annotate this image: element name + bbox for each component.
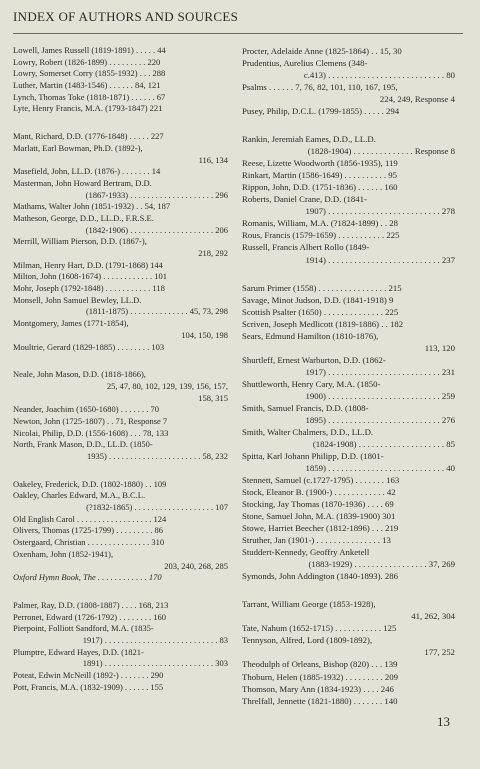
index-entry	[13, 439, 228, 462]
index-entry	[13, 201, 228, 213]
index-entry-line: Threlfall, Jennette (1821-1880) . . . . . . . 140	[242, 695, 398, 706]
index-entry	[242, 378, 455, 402]
index-entry-line: Montgomery, James (1771-1854),	[13, 318, 129, 329]
index-entry	[13, 283, 228, 295]
index-entry-line: Pusey, Philip, D.C.L. (1799-1855) . . . . . 294	[242, 106, 400, 117]
index-entry	[242, 57, 455, 81]
section-gap	[242, 582, 455, 598]
index-entry	[242, 217, 455, 229]
index-entry	[13, 57, 228, 69]
index-entry	[242, 241, 455, 265]
index-entry	[242, 157, 455, 169]
index-entry	[13, 612, 228, 624]
index-entry-line: Masterman, John Howard Bertram, D.D.	[13, 177, 152, 188]
index-entry-line: 113, 120	[424, 342, 455, 353]
index-entry	[242, 402, 455, 426]
index-entry	[13, 369, 228, 404]
index-entry-line: 224, 249, Response 4	[379, 94, 455, 105]
index-entry	[13, 572, 228, 584]
index-entry-line: Rippon, John, D.D. (1751-1836) . . . . . . 160	[242, 182, 398, 193]
index-entry-line: Rinkart, Martin (1586-1649) . . . . . . . . . . 95	[242, 170, 398, 181]
index-entry-line: 1917) . . . . . . . . . . . . . . . . . . . . . . . . . . 231	[305, 366, 455, 377]
index-entry-line: Moultrie, Gerard (1829-1885) . . . . . . . . 103	[13, 341, 165, 352]
index-entry	[242, 169, 455, 181]
index-entry-line: Shuttleworth, Henry Cary, M.A. (1850-	[242, 378, 381, 389]
index-entry	[13, 490, 228, 513]
index-entry-line: Mant, Richard, D.D. (1776-1848) . . . . . 227	[13, 131, 164, 142]
index-entry	[242, 330, 455, 354]
index-entry-line: Nicolai, Philip, D.D. (1556-1608) . . . 78, 133	[13, 427, 169, 438]
index-entry-line: Olivers, Thomas (1725-1799) . . . . . . . . . 86	[13, 525, 163, 536]
index-entry	[242, 81, 455, 105]
index-entry-line: Plumptre, Edward Hayes, D.D. (1821-	[13, 646, 144, 657]
index-entry-line: Romanis, William, M.A. (?1824-1899) . . 28	[242, 218, 399, 229]
index-entry-line: Perronet, Edward (1726-1792) . . . . . . . . 160	[13, 611, 166, 622]
index-entry	[242, 450, 455, 474]
index-entry-line: Milman, Henry Hart, D.D. (1791-1868) 144	[13, 259, 163, 270]
index-entry-line: Savage, Minot Judson, D.D. (1841-1918) 9	[242, 294, 394, 305]
index-entry-line: Rankin, Jeremiah Eames, D.D., LL.D.	[242, 134, 376, 145]
index-entry-line: Scriven, Joseph Medlicott (1819-1886) . . 182	[242, 318, 404, 329]
index-entry	[242, 45, 455, 57]
index-entry-line: Tarrant, William George (1853-1928),	[242, 599, 376, 610]
header-rule	[13, 33, 463, 34]
index-entry-line: Oakeley, Frederick, D.D. (1802-1880) . . 109	[13, 478, 167, 489]
index-entry-line: 1891) . . . . . . . . . . . . . . . . . . . . . . . . . . 303	[82, 658, 228, 669]
index-entry-line: Matheson, George, D.D., LL.D., F.R.S.E.	[13, 212, 154, 223]
index-entry	[242, 695, 455, 707]
index-entry-line: 218, 292	[198, 248, 228, 258]
index-entry	[13, 479, 228, 491]
index-entry	[13, 428, 228, 440]
index-entry-line: North, Frank Mason, D.D., LL.D. (1850-	[13, 439, 153, 450]
index-entry-line: Shurtleff, Ernest Warburton, D.D. (1862-	[242, 354, 386, 365]
index-entry-line: Masefield, John, LL.D. (1876-) . . . . . . . 14	[13, 166, 161, 177]
index-entry	[13, 537, 228, 549]
index-entry-line: Old English Carol . . . . . . . . . . . . . . . . . . 124	[13, 513, 167, 524]
index-entry-line: Spitta, Karl Johann Philipp, D.D. (1801-	[242, 450, 384, 461]
index-entry-line: (1824-1908) . . . . . . . . . . . . . . . . . . . . 85	[312, 438, 455, 449]
index-entry	[13, 342, 228, 354]
index-entry-line: Luther, Martin (1483-1546) . . . . . . 84, 121	[13, 80, 161, 91]
index-entry-line: 41, 262, 304	[411, 611, 455, 622]
index-entry-line: Mathams, Walter John (1851-1932) . . 54, 187	[13, 201, 171, 212]
index-entry	[242, 229, 455, 241]
index-entry-line: Prudentius, Aurelius Clemens (348-	[242, 58, 368, 69]
index-entry-line: Palmer, Ray, D.D. (1808-1887) . . . . 168, 213	[13, 599, 169, 610]
index-entry-line: Roberts, Daniel Crane, D.D. (1841-	[242, 194, 367, 205]
section-gap	[242, 266, 455, 282]
index-entry-line: Pott, Francis, M.A. (1832-1909) . . . . . . 155	[13, 681, 164, 692]
index-entry-line: Oxford Hymn Book, The . . . . . . . . . . . . 170	[13, 572, 162, 583]
index-entry-line: 177, 252	[424, 647, 455, 658]
index-entry-line: Stone, Samuel John, M.A. (1839-1900) 301	[242, 511, 396, 522]
index-entry	[13, 295, 228, 318]
index-entry	[13, 670, 228, 682]
index-entry-line: 1895) . . . . . . . . . . . . . . . . . . . . . . . . . . 276	[305, 414, 455, 425]
index-entry	[242, 510, 455, 522]
section-gap	[13, 463, 228, 479]
index-entry-line: Lynch, Thomas Toke (1818-1871) . . . . . . 67	[13, 91, 166, 102]
index-entry-line: 116, 134	[198, 154, 228, 165]
index-entry	[242, 282, 455, 294]
index-entry	[242, 683, 455, 695]
index-entry-line: Ostergaard, Christian . . . . . . . . . . . . . . . 310	[13, 537, 165, 548]
index-entry-line: Newton, John (1725-1807) . . 71, Response 7	[13, 415, 168, 426]
index-entry	[13, 131, 228, 143]
index-entry	[242, 133, 455, 157]
index-entry-line: 203, 240, 268, 285	[164, 560, 228, 571]
index-entry-line: (1828-1904) . . . . . . . . . . . . . . Response 8	[307, 146, 455, 157]
index-entry-line: Stock, Eleanor B. (1900-) . . . . . . . . . . . . 42	[242, 487, 396, 498]
index-entry	[13, 45, 228, 57]
index-entry	[13, 600, 228, 612]
index-entry-line: Rous, Francis (1579-1659) . . . . . . . . . . . 225	[242, 230, 400, 241]
index-entry	[13, 549, 228, 572]
index-entry	[13, 68, 228, 80]
index-entry-line: Oxenham, John (1852-1941),	[13, 548, 114, 559]
index-entry	[13, 92, 228, 104]
index-entry-line: c.413) . . . . . . . . . . . . . . . . . . . . . . . . . . . 80	[303, 70, 455, 81]
index-entry-line: Milton, John (1608-1674) . . . . . . . . . . . . 101	[13, 271, 167, 282]
index-entry-line: Neander, Joachim (1650-1680) . . . . . . . 70	[13, 404, 160, 415]
index-entry	[242, 318, 455, 330]
index-entry-line: Procter, Adelaide Anne (1825-1864) . . 15, 30	[242, 46, 402, 56]
section-gap	[13, 584, 228, 600]
index-entry-line: Struther, Jan (1901-) . . . . . . . . . . . . . . . 13	[242, 535, 391, 546]
index-entry-line: 1900) . . . . . . . . . . . . . . . . . . . . . . . . . . 259	[305, 390, 455, 401]
index-entry-line: (1842-1906) . . . . . . . . . . . . . . . . . . . . 206	[85, 224, 228, 235]
index-entry	[242, 306, 455, 318]
index-entry-line: Lowry, Somerset Corry (1855-1932) . . . 288	[13, 68, 166, 79]
index-entry	[242, 622, 455, 634]
section-gap	[13, 353, 228, 369]
index-entry-line: Tate, Nahum (1652-1715) . . . . . . . . . . . 125	[242, 623, 397, 634]
index-entry	[242, 105, 455, 117]
index-entry-line: Monsell, John Samuel Bewley, LL.D.	[13, 294, 142, 305]
index-entry	[242, 181, 455, 193]
index-entry	[242, 294, 455, 306]
index-entry	[242, 354, 455, 378]
index-entry-line: 1914) . . . . . . . . . . . . . . . . . . . . . . . . . . 237	[305, 254, 455, 265]
index-entry	[242, 474, 455, 486]
index-entry-line: Thoburn, Helen (1885-1932) . . . . . . . . . 209	[242, 671, 399, 682]
index-entry-line: Oakley, Charles Edward, M.A., B.C.L.	[13, 490, 146, 501]
index-entry-line: Pierpoint, Folliott Sandford, M.A. (1835-	[13, 623, 154, 634]
index-entry-line: Merrill, William Pierson, D.D. (1867-),	[13, 236, 147, 247]
index-entry-line: Stennett, Samuel (c.1727-1795) . . . . . . . 163	[242, 475, 400, 486]
index-entry-line: (?1832-1865) . . . . . . . . . . . . . . . . . . . 107	[86, 502, 228, 513]
index-entry-line: Lowell, James Russell (1819-1891) . . . . . 44	[13, 45, 166, 55]
index-entry	[242, 634, 455, 658]
index-entry	[13, 80, 228, 92]
index-entry-line: Studdert-Kennedy, Geoffry Anketell	[242, 547, 370, 558]
index-entry	[13, 682, 228, 694]
index-entry	[13, 271, 228, 283]
index-entry	[242, 671, 455, 683]
index-entry-line: Symonds, John Addington (1840-1893). 286	[242, 571, 399, 582]
page-title: INDEX OF AUTHORS AND SOURCES	[13, 9, 239, 24]
index-entry-line: Marlatt, Earl Bowman, Ph.D. (1892-),	[13, 142, 143, 153]
index-entry-line: Russell, Francis Albert Rollo (1849-	[242, 242, 370, 253]
index-entry	[242, 570, 455, 582]
index-entry	[13, 647, 228, 670]
index-entry-line: 1935) . . . . . . . . . . . . . . . . . . . . . . 58, 232	[87, 451, 228, 461]
index-entry	[13, 514, 228, 526]
index-entry-line: Neale, John Mason, D.D. (1818-1866),	[13, 369, 146, 380]
index-entry	[13, 178, 228, 201]
index-entry-line: 104, 150, 198	[181, 329, 228, 340]
index-entry-line: Psalms . . . . . . 7, 76, 82, 101, 110, 167, 195,	[242, 82, 398, 93]
index-entry-line: Smith, Samuel Francis, D.D. (1808-	[242, 402, 369, 413]
index-entry-line: Poteat, Edwin McNeill (1892-) . . . . . . . 290	[13, 670, 164, 680]
index-entry-line: Reese, Lizette Woodworth (1856-1935), 119	[242, 158, 398, 169]
index-entry-line: 158, 315	[198, 392, 228, 403]
index-entry	[13, 236, 228, 259]
index-entry-line: Tennyson, Alfred, Lord (1809-1892),	[242, 635, 373, 646]
index-entry-line: Sears, Edmund Hamilton (1810-1876),	[242, 330, 379, 341]
index-entry-line: Lowry, Robert (1826-1899) . . . . . . . . . 220	[13, 56, 161, 67]
index-entry	[13, 318, 228, 341]
right-index-column	[242, 45, 455, 707]
index-entry-line: (1811-1875) . . . . . . . . . . . . . . 45, 73, 298	[85, 306, 228, 317]
index-entry-line: 1907) . . . . . . . . . . . . . . . . . . . . . . . . . . 278	[305, 206, 455, 217]
index-entry	[242, 546, 455, 570]
section-gap	[242, 117, 455, 133]
index-entry-line: 1859) . . . . . . . . . . . . . . . . . . . . . . . . . . . 40	[305, 463, 455, 473]
index-entry-line: Lyte, Henry Francis, M.A. (1793-1847) 221	[13, 103, 163, 114]
index-entry	[242, 598, 455, 622]
left-index-column	[13, 45, 228, 693]
index-entry	[13, 103, 228, 115]
index-entry-line: Mohr, Joseph (1792-1848) . . . . . . . . . . . 118	[13, 283, 165, 294]
index-entry	[242, 658, 455, 670]
index-entry	[13, 143, 228, 166]
page-number: 13	[437, 714, 450, 729]
index-entry-line: 1917) . . . . . . . . . . . . . . . . . . . . . . . . . . . 83	[82, 634, 228, 645]
index-entry	[242, 193, 455, 217]
index-entry	[242, 534, 455, 546]
index-entry	[13, 416, 228, 428]
index-entry	[13, 525, 228, 537]
index-entry	[242, 426, 455, 450]
index-entry	[13, 166, 228, 178]
index-entry-line: Sarum Primer (1558) . . . . . . . . . . . . . . . . 215	[242, 282, 402, 293]
index-entry	[13, 213, 228, 236]
index-entry-line: Thomson, Mary Ann (1834-1923) . . . . 246	[242, 683, 394, 694]
section-gap	[13, 115, 228, 131]
index-entry-line: Theodulph of Orleans, Bishop (820) . . . 139	[242, 659, 398, 670]
index-entry	[13, 260, 228, 272]
index-entry	[242, 498, 455, 510]
index-entry	[13, 404, 228, 416]
index-entry-line: Stocking, Jay Thomas (1870-1936) . . . . 69	[242, 499, 394, 510]
index-entry	[242, 486, 455, 498]
index-entry-line: (1883-1929) . . . . . . . . . . . . . . . . . 37, 269	[308, 559, 455, 570]
index-entry	[242, 522, 455, 534]
index-entry-line: Scottish Psalter (1650) . . . . . . . . . . . . . . 225	[242, 306, 399, 317]
index-entry-line: Stowe, Harriet Beecher (1812-1896) . . . 219	[242, 523, 399, 534]
index-entry-line: Smith, Walter Chalmers, D.D., LL.D.	[242, 426, 374, 437]
index-entry-line: (1867-1933) . . . . . . . . . . . . . . . . . . . . 296	[85, 189, 228, 200]
index-entry	[13, 623, 228, 646]
index-entry-line: 25, 47, 80, 102, 129, 139, 156, 157,	[106, 380, 228, 391]
